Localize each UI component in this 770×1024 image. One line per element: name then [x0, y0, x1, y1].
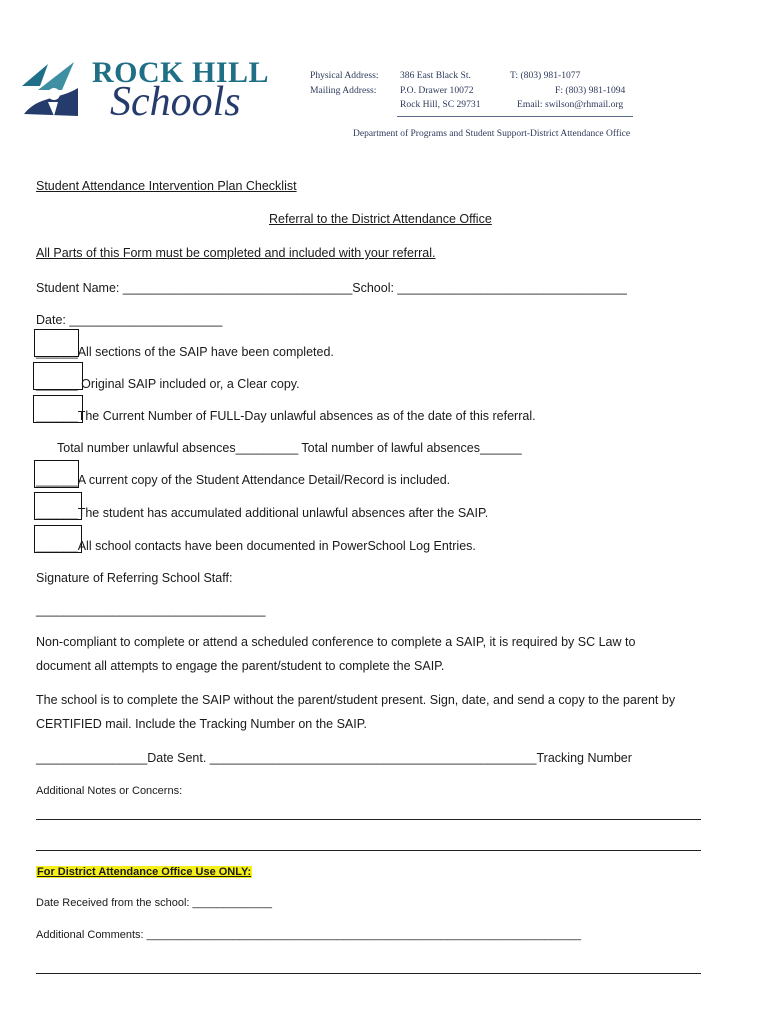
school-line-2: CERTIFIED mail. Include the Tracking Number on the SAIP.	[36, 717, 367, 731]
item-full-day-absences: ______The Current Number of FULL-Day unlawful absences as of the date of this referral.	[36, 409, 536, 423]
item-saip-complete: ______All sections of the SAIP have been completed.	[36, 345, 334, 359]
header-divider	[397, 116, 633, 117]
item-school-contacts: ______All school contacts have been documented in PowerSchool Log Entries.	[36, 539, 476, 553]
notes-line-1[interactable]	[36, 819, 701, 820]
date-sent-tracking-field[interactable]: ________________Date Sent. _______________________________________________Tracking Number	[36, 751, 632, 765]
district-logo	[18, 56, 298, 126]
signature-line[interactable]: _________________________________	[36, 603, 266, 617]
school-line-1: The school is to complete the SAIP without the parent/student present. Sign, date, and send a copy to the parent by	[36, 693, 676, 707]
item-attendance-record: ______A current copy of the Student Attendance Detail/Record is included.	[36, 473, 451, 487]
phone: T: (803) 981-1077	[510, 70, 581, 81]
email: Email: swilson@rhmail.org	[517, 99, 624, 110]
noncompliant-line-2: document all attempts to engage the parent/student to complete the SAIP.	[36, 659, 445, 673]
instruction: All Parts of this Form must be completed and included with your referral.	[36, 246, 436, 260]
item-additional-absences: ______The student has accumulated additional unlawful absences after the SAIP.	[36, 506, 489, 520]
city-value: Rock Hill, SC 29731	[400, 99, 481, 110]
student-name-field[interactable]: Student Name: _________________________________School: _________________________________	[36, 281, 627, 295]
comments-line[interactable]	[36, 973, 701, 974]
form-title: Student Attendance Intervention Plan Checklist	[36, 179, 297, 193]
form-subtitle: Referral to the District Attendance Office	[269, 212, 492, 226]
noncompliant-line-1: Non-compliant to complete or attend a scheduled conference to complete a SAIP, it is required by SC Law to	[36, 635, 636, 649]
logo-schools: Schools	[110, 79, 241, 125]
mailing-value: P.O. Drawer 10072	[400, 85, 474, 96]
fax: F: (803) 981-1094	[555, 85, 626, 96]
notes-label: Additional Notes or Concerns:	[36, 785, 183, 797]
date-received-field[interactable]: Date Received from the school: _____________	[36, 897, 273, 909]
physical-label: Physical Address:	[310, 70, 379, 81]
department: Department of Programs and Student Support-District Attendance Office	[353, 129, 631, 139]
additional-comments-field[interactable]: Additional Comments: _______________________________________________________________________	[36, 929, 582, 941]
notes-line-2[interactable]	[36, 850, 701, 851]
signature-label: Signature of Referring School Staff:	[36, 571, 233, 585]
office-use-heading: For District Attendance Office Use ONLY:	[37, 866, 252, 878]
logo-rock-hill: ROCK HILL	[92, 56, 270, 89]
physical-value: 386 East Black St.	[400, 70, 471, 81]
mailing-label: Mailing Address:	[310, 85, 377, 96]
absence-totals[interactable]: Total number unlawful absences_________ Total number of lawful absences______	[57, 441, 522, 455]
date-field[interactable]: Date: ______________________	[36, 313, 223, 327]
item-original-saip: ______ Original SAIP included or, a Clear copy.	[36, 377, 300, 391]
